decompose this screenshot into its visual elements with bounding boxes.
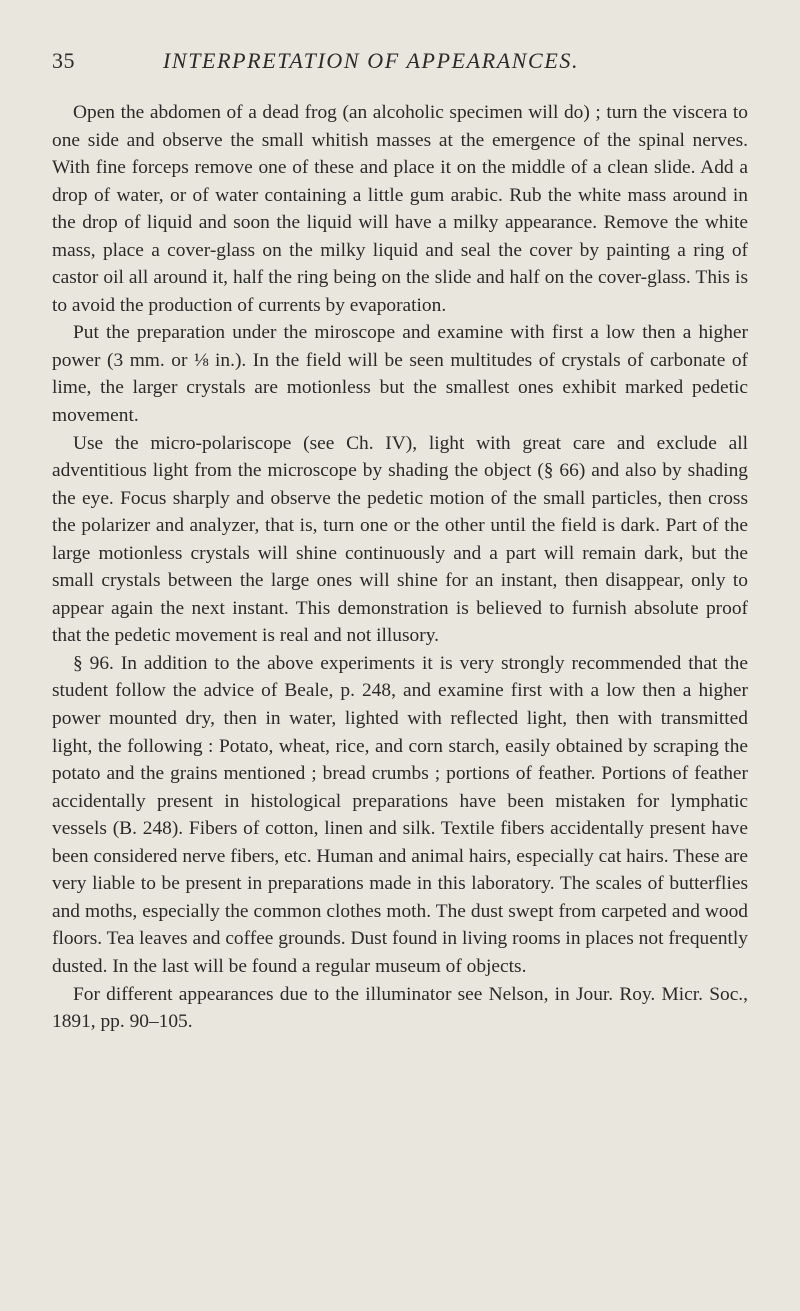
running-title: INTERPRETATION OF APPEARANCES.: [163, 48, 580, 73]
paragraph: For different appearances due to the illuminator see Nelson, in Jour. Roy. Micr. Soc., 1891, pp. 90–105.: [52, 983, 748, 1033]
paragraph: § 96. In addition to the above experiments it is very strongly recommended that the student follow the advice of Beale, p. 248, and examine first with a low then a higher power mounted dry, then in water, lighted with reflected light, then with transmitted light, the following : Potato, wheat, rice, and corn starch, easily obtained by scraping the potato and the grains mentioned ; bread crumbs ; portions of feather. Portions of feather accidentally present in histological preparations have been mistaken for lymphatic vessels (B. 248). Fibers of cotton, linen and silk. Textile fibers accidentally present have been considered nerve fibers, etc. Human and animal hairs, especially cat hairs. These are very liable to be present in preparations made in this laboratory. The scales of butterflies and moths, especially the common clothes moth. The dust swept from carpeted and wood floors. Tea leaves and coffee grounds. Dust found in living rooms in places not frequently dusted. In the last will be found a regular museum of objects.: [52, 652, 748, 977]
paragraph: Open the abdomen of a dead frog (an alcoholic specimen will do) ; turn the viscera to one side and observe the small whitish masses at the emergence of the spinal nerves. With fine forceps remove one of these and place it on the middle of a clean slide. Add a drop of water, or of water containing a little gum arabic. Rub the white mass around in the drop of liquid and soon the liquid will have a milky appearance. Remove the white mass, place a cover-glass on the milky liquid and seal the cover by painting a ring of castor oil all around it, half the ring being on the slide and half on the cover-glass. This is to avoid the production of currents by evaporation.: [52, 102, 748, 316]
paragraph: Use the micro-polariscope (see Ch. IV), light with great care and exclude all adventitious light from the microscope by shading the object (§ 66) and also by shading the eye. Focus sharply and observe the pedetic motion of the small particles, then cross the polarizer and analyzer, that is, turn one or the other until the field is dark. Part of the large motionless crystals will shine continuously and a part will remain dark, but the small crystals between the large ones will shine for an instant, then disappear, only to appear again the next instant. This demonstration is believed to furnish absolute proof that the pedetic movement is real and not illusory.: [52, 432, 748, 647]
page-header: [0, 48, 800, 82]
body-text: [52, 99, 748, 1036]
page-number: 35: [52, 48, 75, 73]
paragraph: Put the preparation under the miroscope and examine with first a low then a higher power (3 mm. or ⅛ in.). In the field will be seen multitudes of crystals of carbonate of lime, the larger crystals are motionless but the smallest ones exhibit marked pedetic movement.: [52, 322, 748, 427]
